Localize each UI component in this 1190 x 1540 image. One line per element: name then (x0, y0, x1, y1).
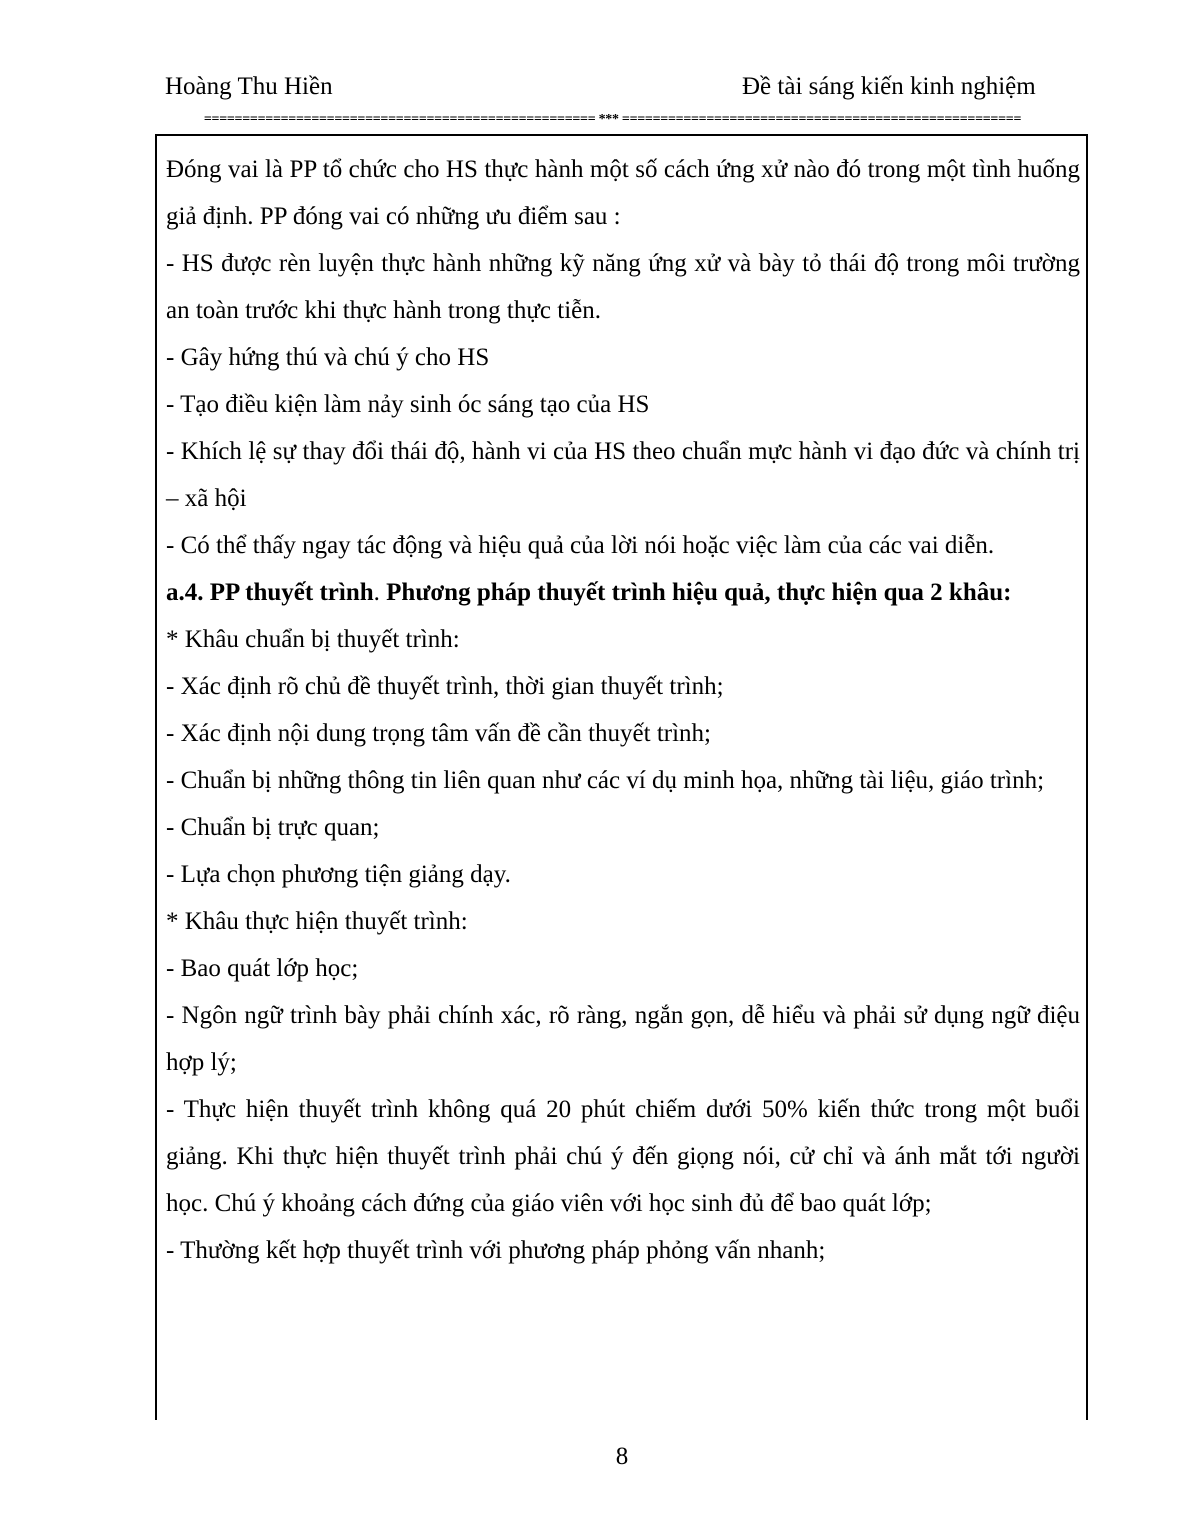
paragraph-define-content: - Xác định nội dung trọng tâm vấn đề cần thuyết trình; (166, 720, 712, 747)
content-frame (155, 134, 1088, 1420)
paragraph-skill-practice: - HS được rèn luyện thực hành những kỹ năng ứng xử và bày tỏ thái độ trong môi trường an toàn trước khi thực hành trong thực tiễn. (166, 250, 1080, 324)
paragraph-combine-interview: - Thường kết hợp thuyết trình với phương pháp phỏng vấn nhanh; (166, 1237, 826, 1264)
page-number: 8 (615, 1443, 629, 1470)
paragraph-prepare-visuals: - Chuẩn bị trực quan; (166, 814, 380, 841)
heading-separator: . (373, 579, 387, 606)
paragraph-delivery-stage: * Khâu thực hiện thuyết trình: (166, 908, 468, 935)
paragraph-interest: - Gây hứng thú và chú ý cho HS (166, 344, 490, 371)
paragraph-define-topic: - Xác định rõ chủ đề thuyết trình, thời gian thuyết trình; (166, 673, 724, 700)
document-body (166, 146, 1080, 1274)
paragraph-behavior-change: - Khích lệ sự thay đổi thái độ, hành vi của HS theo chuẩn mực hành vi đạo đức và chính trị – xã hội (166, 438, 1080, 512)
paragraph-observe-class: - Bao quát lớp học; (166, 955, 359, 982)
heading-label: a.4. PP thuyết trình (166, 579, 374, 606)
paragraph-creativity: - Tạo điều kiện làm nảy sinh óc sáng tạo của HS (166, 391, 650, 418)
header-author: Hoàng Thu Hiền (165, 73, 333, 100)
section-heading-presentation (166, 569, 1080, 616)
header-document-title: Đề tài sáng kiến kinh nghiệm (742, 73, 1036, 100)
paragraph-role-play-intro: Đóng vai là PP tổ chức cho HS thực hành một số cách ứng xử nào đó trong một tình huống giả định. PP đóng vai có những ưu điểm sau : (166, 156, 1080, 230)
paragraph-prepare-info: - Chuẩn bị những thông tin liên quan như các ví dụ minh họa, những tài liệu, giáo trình; (166, 767, 1045, 794)
paragraph-immediate-effect: - Có thể thấy ngay tác động và hiệu quả của lời nói hoặc việc làm của các vai diễn. (166, 532, 995, 559)
header-divider: =================================================== *** ==================================================== (203, 112, 1022, 127)
paragraph-language: - Ngôn ngữ trình bày phải chính xác, rõ ràng, ngắn gọn, dễ hiểu và phải sử dụng ngữ điệu hợp lý; (166, 1002, 1080, 1076)
heading-description: Phương pháp thuyết trình hiệu quả, thực hiện qua 2 khâu: (386, 579, 1012, 606)
paragraph-select-tools: - Lựa chọn phương tiện giảng dạy. (166, 861, 511, 888)
paragraph-duration: - Thực hiện thuyết trình không quá 20 phút chiếm dưới 50% kiến thức trong một buổi giảng. Khi thực hiện thuyết trình phải chú ý đến giọng nói, cử chỉ và ánh mắt tới người học. Chú ý khoảng cách đứng của giáo viên với học sinh đủ để bao quát lớp; (166, 1096, 1080, 1217)
paragraph-prep-stage: * Khâu chuẩn bị thuyết trình: (166, 626, 460, 653)
